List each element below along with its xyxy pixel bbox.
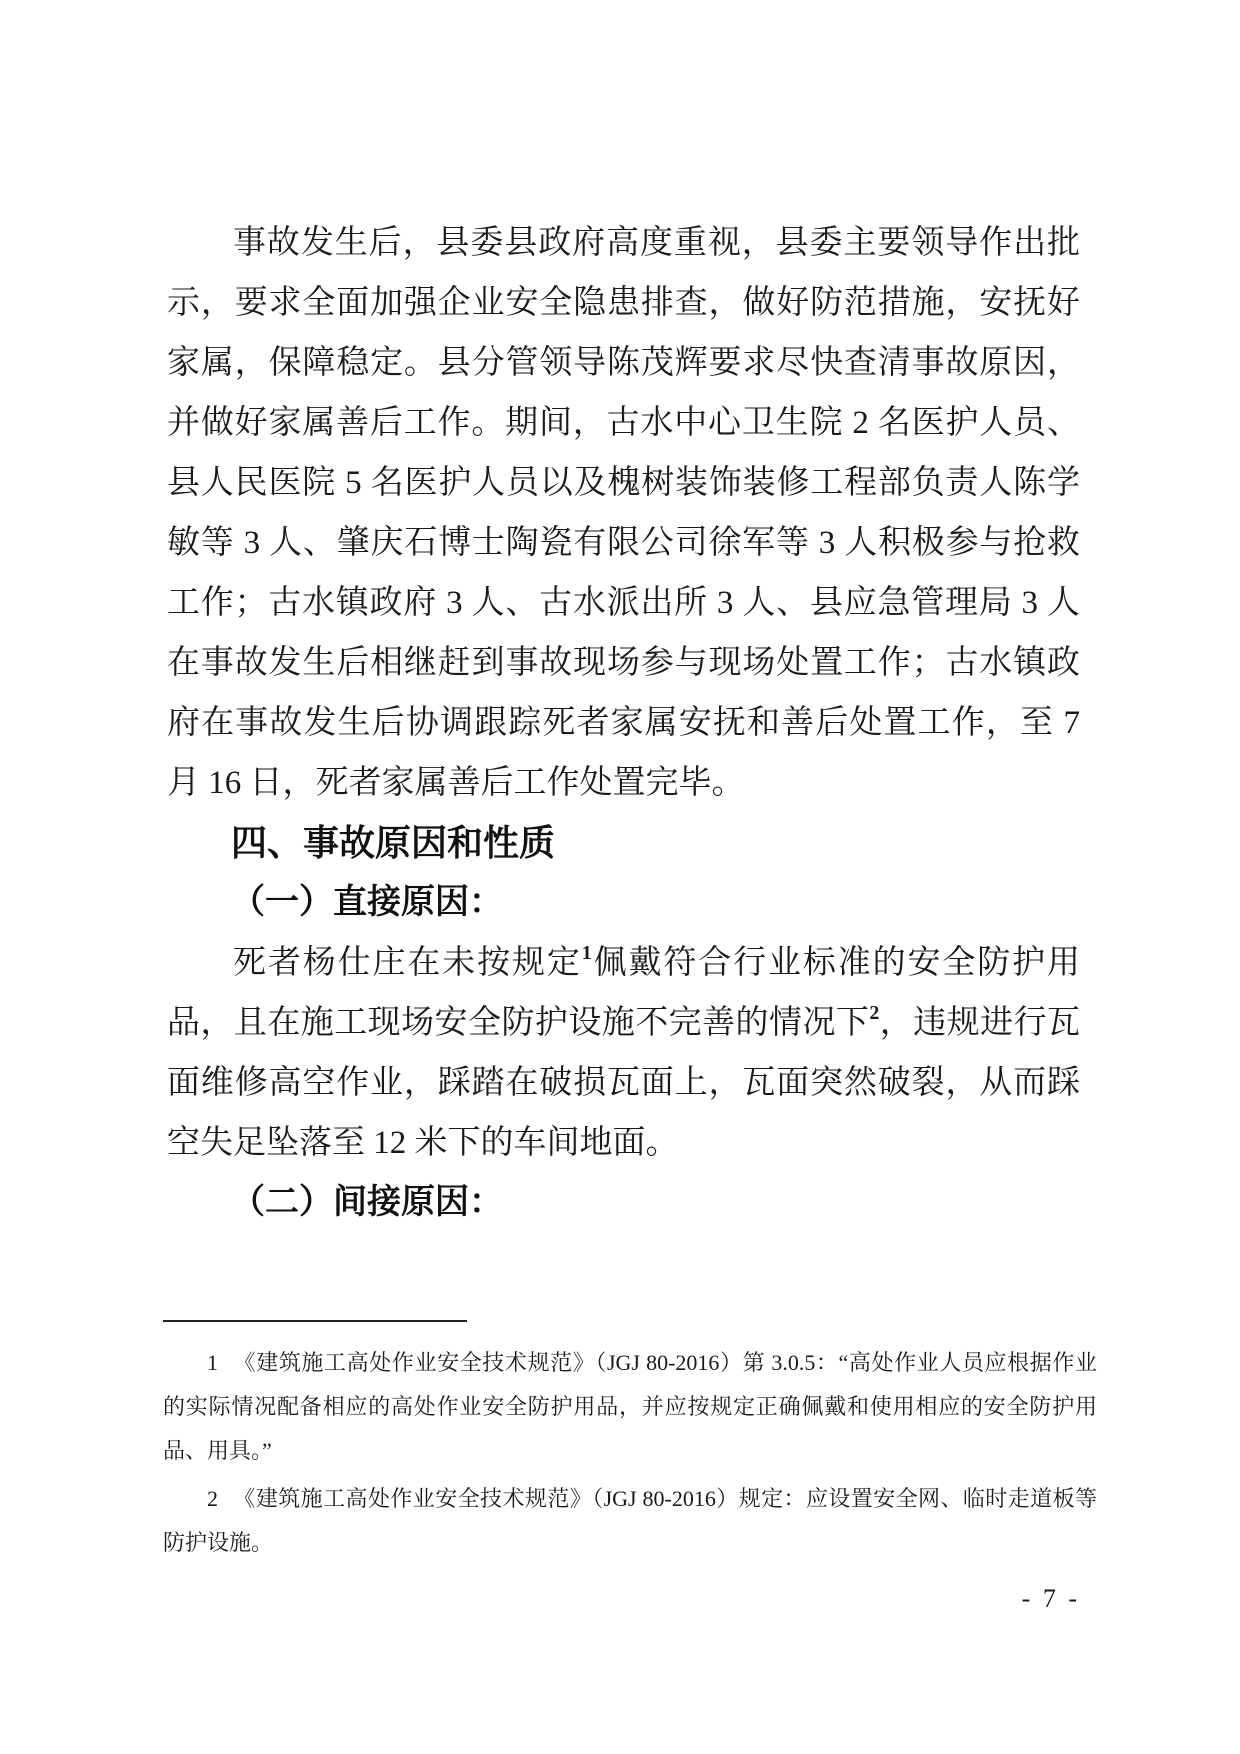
direct-cause-text-1: 死者杨仕庄在未按规定 xyxy=(233,945,582,981)
direct-cause-text-3: ，违规进行瓦面维修高空作业，踩踏在破损瓦面上，瓦面突然破裂，从而踩空失足坠落至 12 米下的车间地面。 xyxy=(167,1005,1081,1161)
body-text xyxy=(167,213,1080,1233)
footnote-ref-1: 1 xyxy=(581,942,592,964)
footnote-section xyxy=(163,1320,1097,1565)
footnote-text-1: 《建筑施工高处作业安全技术规范》（JGJ 80-2016）第 3.0.5：“高处作业人员应根据作业的实际情况配备相应的高处作业安全防护用品，并应按规定正确佩戴和使用相应的安全防护用品、用具。” xyxy=(163,1350,1097,1463)
footnote-separator-line xyxy=(163,1320,467,1322)
subheading-direct-cause: （一）直接原因： xyxy=(231,884,503,921)
footnote-text-2: 《建筑施工高处作业安全技术规范》（JGJ 80-2016）规定：应设置安全网、临时走道板等防护设施。 xyxy=(163,1486,1097,1555)
footnote-marker-1: 1 xyxy=(207,1350,218,1375)
footnote-item-2 xyxy=(163,1477,1097,1565)
page-number: - 7 - xyxy=(1021,1584,1080,1613)
direct-cause-text-2: 佩戴符合行业标准的安全防护用品，且在施工现场安全防护设施不完善的情况下 xyxy=(167,945,1080,1041)
footnote-item-1 xyxy=(163,1341,1097,1473)
paragraph-aftermath: 事故发生后，县委县政府高度重视，县委主要领导作出批示，要求全面加强企业安全隐患排查，做好防范措施，安抚好家属，保障稳定。县分管领导陈茂辉要求尽快查清事故原因，并做好家属善后工作。期间，古水中心卫生院 2 名医护人员、县人民医院 5 名医护人员以及槐树装饰装修工程部负责人陈学敏等 3 人、肇庆石博士陶瓷有限公司徐军等 3 人积极参与抢救工作；古水镇政府 3 人、古水派出所 3 人、县应急管理局 3 人在事故发生后相继赶到事故现场参与现场处置工作；古水镇政府在事故发生后协调跟踪死者家属安抚和善后处置工作，至 7 月 16 日，死者家属善后工作处置完毕。 xyxy=(167,225,1080,801)
paragraph-direct-cause xyxy=(167,933,1080,1173)
section-heading-cause-and-nature: 四、事故原因和性质 xyxy=(231,822,556,863)
footnote-ref-2: 2 xyxy=(869,1002,880,1024)
footnote-marker-2: 2 xyxy=(207,1486,218,1511)
subheading-indirect-cause: （二）间接原因： xyxy=(231,1184,503,1221)
